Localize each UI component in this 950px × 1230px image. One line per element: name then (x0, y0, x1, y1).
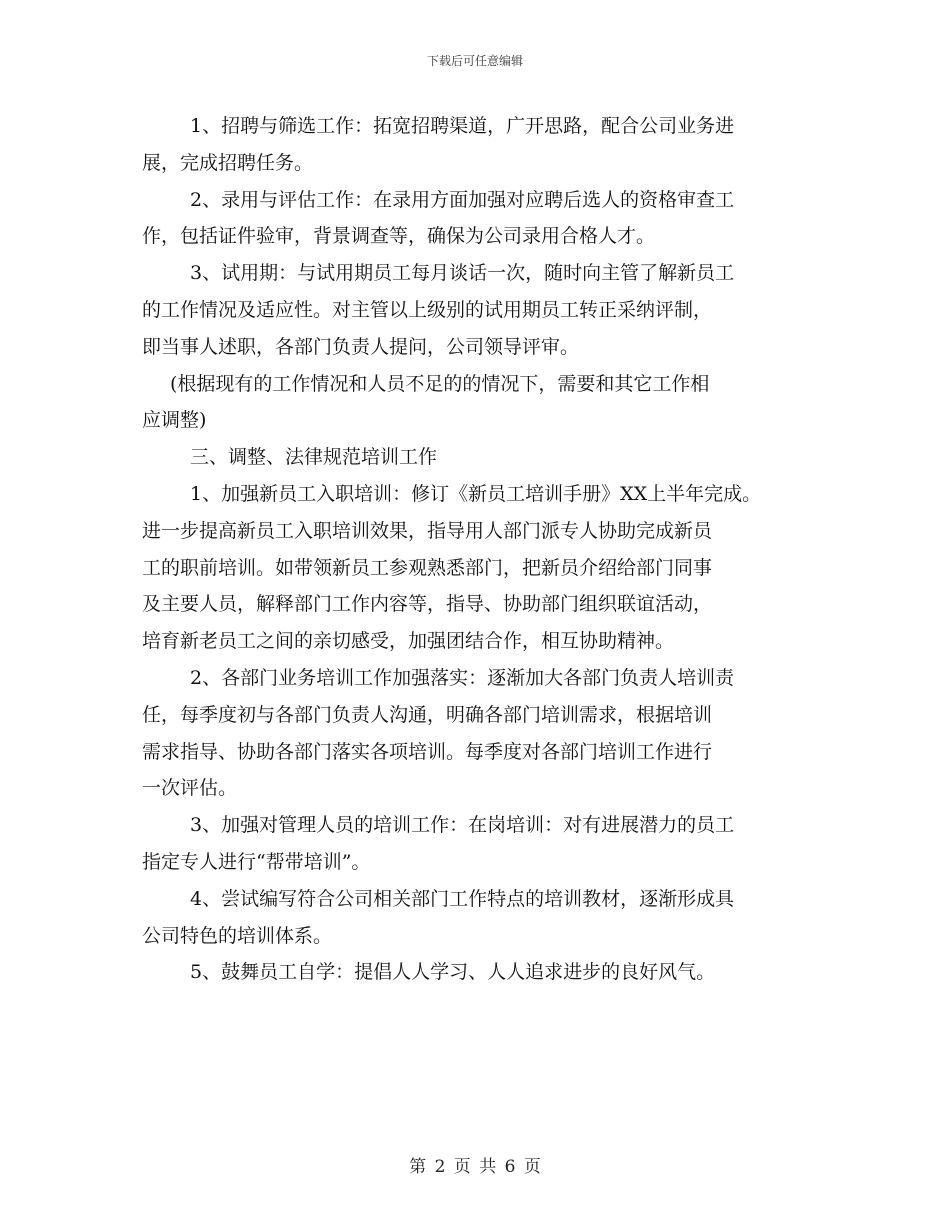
body-line: 及主要人员，解释部门工作内容等，指导、协助部门组织联谊活动， (142, 593, 713, 616)
body-line: 指定专人进行“帮带培训”。 (142, 850, 371, 873)
body-line: 的工作情况及适应性。对主管以上级别的试用期员工转正采纳评制， (142, 298, 713, 321)
body-line: 2、各部门业务培训工作加强落实：逐渐加大各部门负责人培训责 (190, 666, 735, 689)
body-line: 4、尝试编写符合公司相关部门工作特点的培训教材，逐渐形成具 (190, 887, 735, 910)
body-line: 应调整) (142, 409, 207, 432)
section-heading: 三、调整、法律规范培训工作 (190, 446, 438, 469)
body-line: 展，完成招聘任务。 (142, 151, 314, 174)
body-line: (根据现有的工作情况和人员不足的的情况下，需要和其它工作相 (170, 372, 710, 395)
body-line: 5、鼓舞员工自学：提倡人人学习、人人追求进步的良好风气。 (190, 961, 716, 984)
body-line: 2、录用与评估工作：在录用方面加强对应聘后选人的资格审查工 (190, 188, 735, 211)
body-line: 1、招聘与筛选工作：拓宽招聘渠道，广开思路，配合公司业务进 (190, 115, 735, 137)
body-line: 一次评估。 (142, 777, 238, 800)
body-line: 需求指导、协助各部门落实各项培训。每季度对各部门培训工作进行 (142, 740, 713, 763)
document-body (142, 108, 822, 991)
body-line: 公司特色的培训体系。 (142, 924, 333, 947)
body-line: 工的职前培训。如带领新员工参观熟悉部门，把新员介绍给部门同事 (142, 556, 713, 579)
body-line: 1、加强新员工入职培训：修订《新员工培训手册》XX上半年完成。 (190, 482, 762, 505)
body-line: 3、试用期：与试用期员工每月谈话一次，随时向主管了解新员工 (190, 262, 735, 285)
body-line: 进一步提高新员工入职培训效果，指导用人部门派专人协助完成新员 (142, 519, 713, 542)
body-line: 3、加强对管理人员的培训工作：在岗培训：对有进展潜力的员工 (190, 814, 735, 837)
body-line: 培育新老员工之间的亲切感受，加强团结合作，相互协助精神。 (142, 630, 675, 653)
page-header: 下载后可任意编辑 (426, 54, 523, 68)
body-line: 即当事人述职，各部门负责人提问，公司领导评审。 (142, 335, 580, 358)
page-number: 第 2 页 共 6 页 (409, 1157, 541, 1177)
body-line: 任，每季度初与各部门负责人沟通，明确各部门培训需求，根据培训 (142, 703, 713, 726)
body-line: 作，包括证件验审，背景调查等，确保为公司录用合格人才。 (142, 225, 656, 248)
